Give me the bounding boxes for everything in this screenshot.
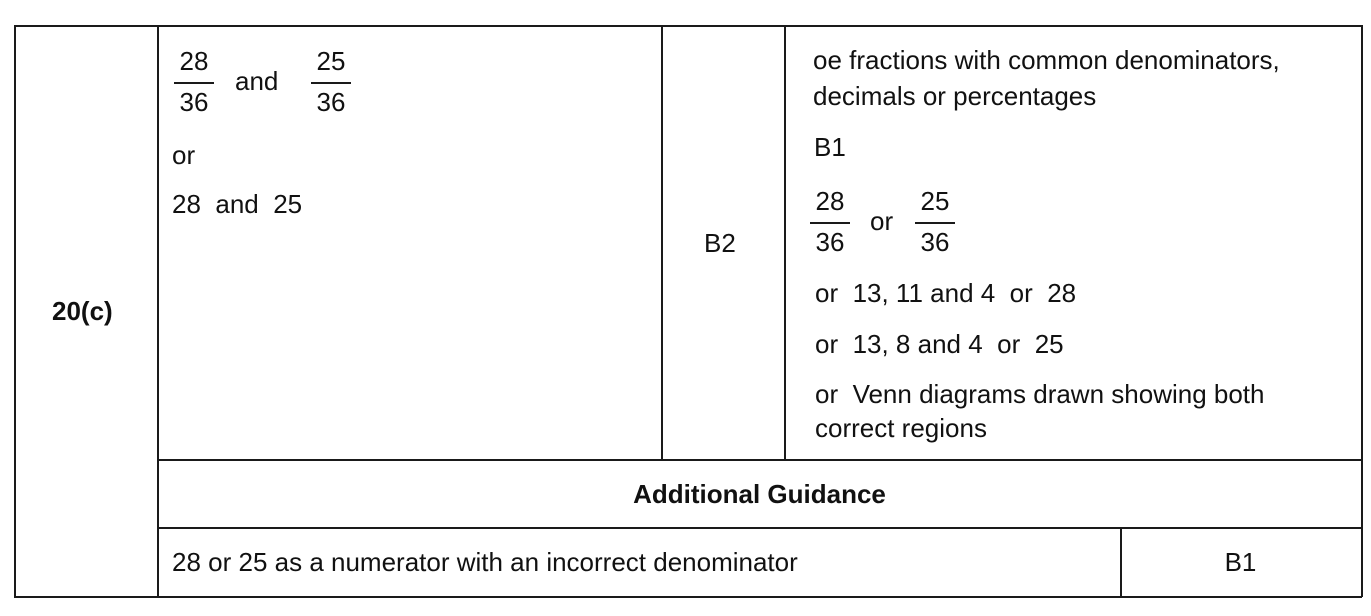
fraction-numerator: 25	[920, 186, 950, 216]
answer-and-word: and	[235, 66, 279, 96]
comments-b1-label: B1	[814, 132, 846, 162]
guidance-row-mark: B1	[1224, 547, 1257, 577]
answer-alt-line: 28 and 25	[172, 189, 303, 219]
fraction-numerator: 28	[179, 46, 209, 76]
comments-alt-3-line-2: correct regions	[815, 413, 987, 443]
table-border-right	[1361, 25, 1363, 597]
comments-line-2: decimals or percentages	[813, 81, 1097, 111]
guidance-title: Additional Guidance	[633, 479, 886, 509]
question-number: 20(c)	[52, 296, 113, 326]
fraction-denominator: 36	[815, 227, 845, 257]
fraction-denominator: 36	[316, 87, 346, 117]
fraction-denominator: 36	[920, 227, 950, 257]
fraction-bar	[174, 82, 214, 84]
comments-alt-1: or 13, 11 and 4 or 28	[815, 278, 1077, 308]
fraction-denominator: 36	[179, 87, 209, 117]
marks-value: B2	[704, 228, 736, 258]
guidance-row-top-border	[157, 527, 1362, 529]
table-border-top	[14, 25, 1362, 27]
table-border-left	[14, 25, 16, 597]
comments-alt-2: or 13, 8 and 4 or 25	[815, 329, 1064, 359]
question-column-divider	[157, 25, 159, 597]
answer-column-divider	[661, 25, 663, 460]
comments-line-1: oe fractions with common denominators,	[813, 45, 1280, 75]
fraction-bar	[311, 82, 351, 84]
fraction-bar	[810, 222, 850, 224]
guidance-row-text: 28 or 25 as a numerator with an incorrect denominator	[172, 547, 798, 577]
comments-or-word: or	[870, 206, 894, 236]
fraction-numerator: 28	[815, 186, 845, 216]
comments-alt-3-line-1: or Venn diagrams drawn showing both	[815, 379, 1265, 409]
fraction-bar	[915, 222, 955, 224]
fraction-numerator: 25	[316, 46, 346, 76]
answer-or-word: or	[172, 140, 196, 170]
marks-column-divider	[784, 25, 786, 460]
guidance-header-top-border	[157, 459, 1362, 461]
table-border-bottom	[14, 596, 1362, 598]
